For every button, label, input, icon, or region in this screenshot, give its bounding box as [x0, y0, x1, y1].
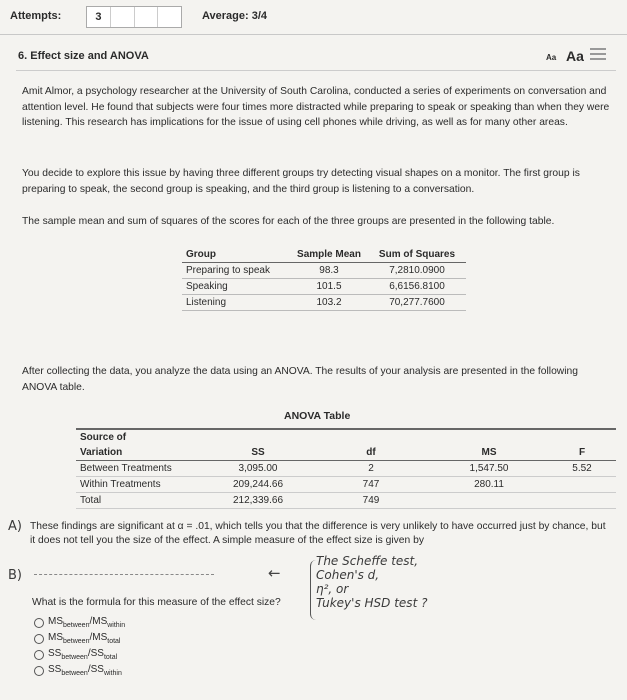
table-row [182, 263, 466, 279]
column-header: Group [182, 247, 290, 263]
column-header: Sample Mean [290, 247, 368, 263]
divider [0, 34, 627, 35]
column-header: df [312, 445, 430, 461]
table-cell: 6,6156.8100 [368, 279, 466, 295]
average-score: Average: 3/4 [202, 10, 268, 22]
table-cell: Within Treatments [76, 477, 204, 493]
handwritten-marker-b: B) [8, 568, 22, 583]
radio-button[interactable] [34, 618, 44, 628]
table-cell: Listening [182, 295, 290, 311]
table-row [76, 461, 616, 477]
question-title: 6. Effect size and ANOVA [18, 50, 149, 62]
radio-button[interactable] [34, 650, 44, 660]
column-header: SS [204, 445, 312, 461]
table-cell: 749 [312, 493, 430, 509]
anova-table [76, 430, 616, 509]
option-label: $MS_{between}/MS_{total}$ [48, 632, 121, 645]
table-cell [548, 493, 616, 509]
attempt-slot [158, 7, 181, 27]
attempt-slot [135, 7, 159, 27]
question-prompt: What is the formula for this measure of the effect size? [32, 597, 281, 608]
table-cell: 1,547.50 [430, 461, 548, 477]
handwritten-marker-a: A) [8, 519, 22, 534]
effect-size-paragraph: These findings are significant at α = .01, which tells you that the difference is very unlikely to have occurred just by chance, but it does not tell you the size of the effect. A simple measure of the effect size is given by [30, 521, 606, 546]
table-cell: Between Treatments [76, 461, 204, 477]
table-cell: 212,339.66 [204, 493, 312, 509]
menu-icon[interactable] [590, 48, 606, 62]
handwritten-note: Tukey's HSD test ? [316, 596, 428, 610]
table-row [182, 295, 466, 311]
handwritten-note: Cohen's d, [316, 568, 380, 582]
column-header: F [548, 445, 616, 461]
handwritten-note: The Scheffe test, [316, 554, 419, 568]
table-cell: 5.52 [548, 461, 616, 477]
table-row [76, 493, 616, 509]
table-cell [430, 493, 548, 509]
anova-intro-paragraph: After collecting the data, you analyze the data using an ANOVA. The results of your analysis are presented in the following ANOVA table. [22, 366, 578, 393]
radio-button[interactable] [34, 634, 44, 644]
answer-option[interactable] [34, 616, 125, 629]
font-size-decrease-button[interactable]: Aa [546, 53, 557, 62]
column-header: Source of [80, 432, 127, 443]
table-cell: 209,244.66 [204, 477, 312, 493]
intro-paragraph: Amit Almor, a psychology researcher at the University of South Carolina, conducted a series of experiments on conversation and attention level. He found that subjects were four times more distracted while preparing to speak or speaking than when they were listening. This research has implications for the issue of using cell phones while driving, as well as for many other areas. [22, 86, 610, 128]
sample-table [182, 247, 466, 311]
option-label: $SS_{between}/SS_{within}$ [48, 664, 122, 677]
answer-blank[interactable] [34, 574, 214, 575]
answer-option[interactable] [34, 632, 120, 645]
table-row [76, 477, 616, 493]
table-row [182, 279, 466, 295]
table-cell [548, 477, 616, 493]
answer-option[interactable] [34, 664, 122, 677]
answer-option[interactable] [34, 648, 117, 661]
attempt-count: 3 [87, 7, 111, 27]
study-paragraph: You decide to explore this issue by having three different groups try detecting visual shapes on a monitor. The first group is preparing to speak, the second group is speaking, and the third group is listening to a conversation. [22, 168, 580, 195]
column-header: MS [430, 445, 548, 461]
table-cell: 280.11 [430, 477, 548, 493]
table-cell: 2 [312, 461, 430, 477]
table-cell: 98.3 [290, 263, 368, 279]
anova-table-title: ANOVA Table [284, 410, 351, 422]
column-header: Variation [76, 445, 204, 461]
option-label: $MS_{between}/MS_{within}$ [48, 616, 126, 629]
attempt-slot [111, 7, 135, 27]
handwritten-notes [316, 554, 427, 610]
attempts-label: Attempts: [10, 10, 62, 22]
table-intro-paragraph: The sample mean and sum of squares of the scores for each of the three groups are presented in the following table. [22, 216, 555, 227]
table-cell: Total [76, 493, 204, 509]
table-cell: 7,2810.0900 [368, 263, 466, 279]
table-cell: 3,095.00 [204, 461, 312, 477]
column-header: Sum of Squares [368, 247, 466, 263]
handwritten-arrow: ← [268, 564, 281, 582]
attempts-tracker [86, 6, 182, 28]
table-cell: Preparing to speak [182, 263, 290, 279]
table-cell: Speaking [182, 279, 290, 295]
divider [16, 70, 616, 71]
font-size-increase-button[interactable]: Aa [566, 48, 584, 64]
radio-button[interactable] [34, 666, 44, 676]
table-cell: 70,277.7600 [368, 295, 466, 311]
handwritten-note: η², or [316, 582, 349, 596]
table-cell: 747 [312, 477, 430, 493]
table-cell: 103.2 [290, 295, 368, 311]
table-cell: 101.5 [290, 279, 368, 295]
option-label: $SS_{between}/SS_{total}$ [48, 648, 118, 661]
